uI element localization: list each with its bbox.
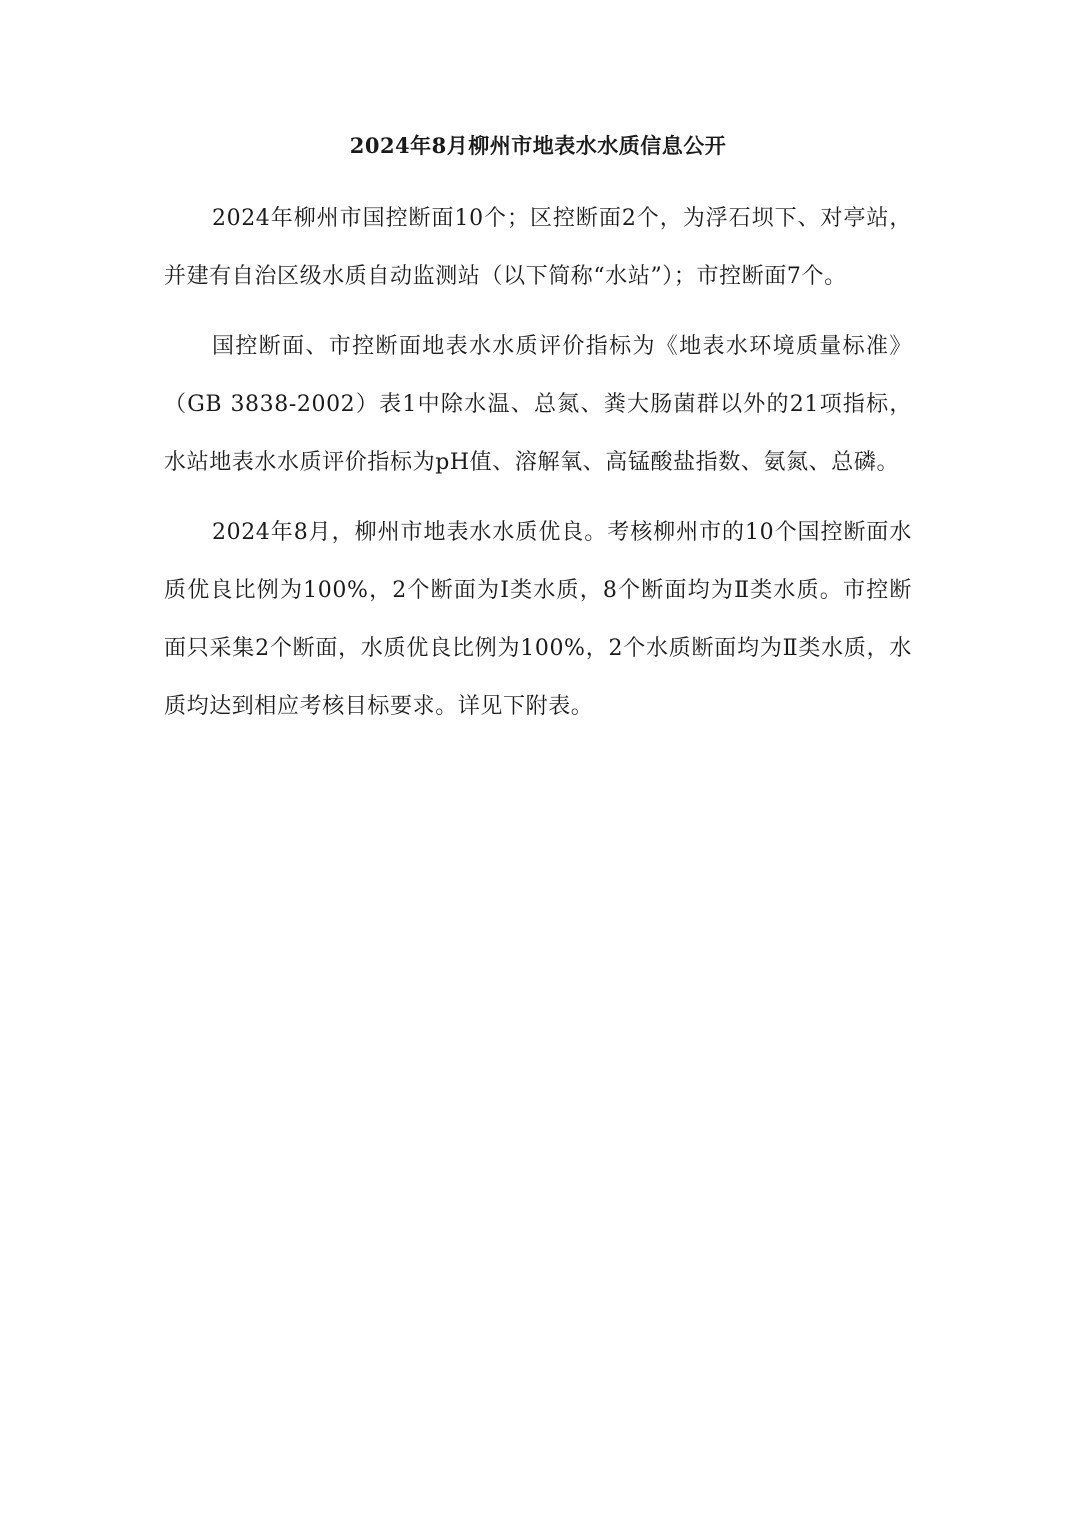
document-body xyxy=(164,128,912,748)
paragraph-monitoring-sections: 2024年柳州市国控断面10个；区控断面2个，为浮石坝下、对亭站，并建有自治区级水质自动监测站（以下简称“水站”）；市控断面7个。 xyxy=(164,206,912,289)
document-title: 2024年8月柳州市地表水水质信息公开 xyxy=(349,133,727,158)
paragraph-water-quality-results: 2024年8月，柳州市地表水水质优良。考核柳州市的10个国控断面水质优良比例为100%，2个断面为Ⅰ类水质，8个断面均为Ⅱ类水质。市控断面只采集2个断面，水质优良比例为100%，2个水质断面均为Ⅱ类水质，水质均达到相应考核目标要求。详见下附表。 xyxy=(164,520,912,719)
paragraph-evaluation-indicators: 国控断面、市控断面地表水水质评价指标为《地表水环境质量标准》（GB 3838-2002）表1中除水温、总氮、粪大肠菌群以外的21项指标，水站地表水水质评价指标为pH值、溶解氧、高锰酸盐指数、氨氮、总磷。 xyxy=(164,334,912,475)
